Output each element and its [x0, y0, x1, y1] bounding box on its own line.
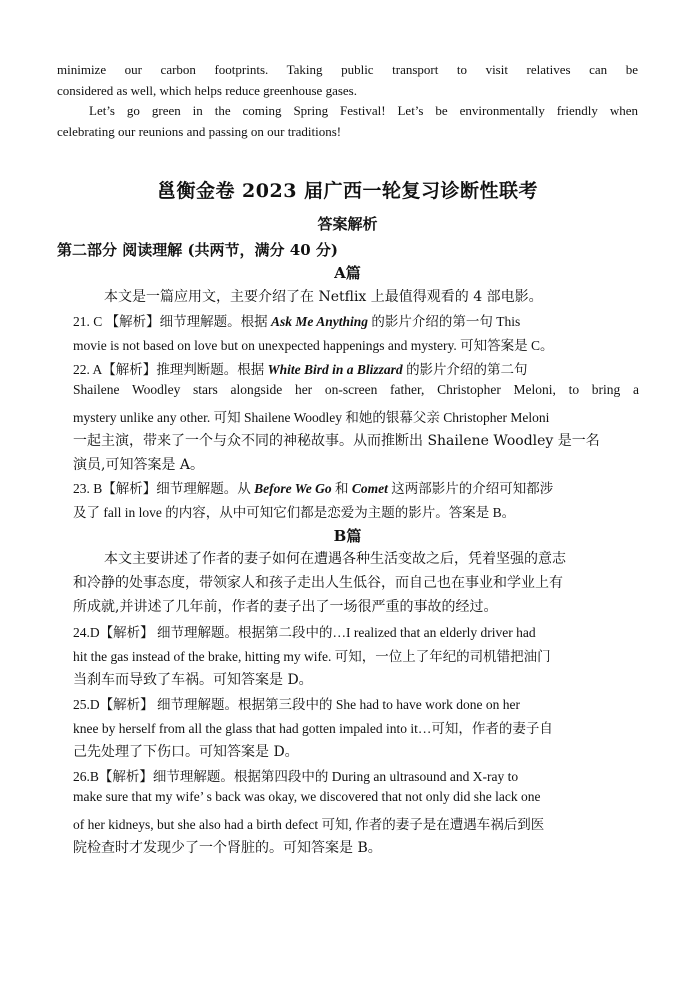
- part-b-intro: 和冷静的处事态度，带领家人和孩子走出人生低谷，而自己也在事业和学业上有: [73, 575, 563, 591]
- answer-22-line: 一起主演，带来了一个与众不同的神秘故事。从而推断出 Shailene Woodley 是一名: [73, 433, 600, 449]
- answer-22-line: mystery unlike any other. 可知 Shailene Woodley 和她的银幕父亲 Christopher Meloni: [73, 410, 550, 425]
- answer-26-line: 26.B【解析】细节理解题。根据第四段中的 During an ultrasound and X-ray to: [73, 769, 519, 784]
- paragraph-line: considered as well, which helps reduce greenhouse gases.: [57, 83, 357, 98]
- paragraph-line: minimize our carbon footprints. Taking public transport to visit relatives can be: [57, 62, 638, 77]
- part-a-intro: 本文是一篇应用文，主要介绍了在 Netflix 上最值得观看的 4 部电影。: [104, 289, 543, 305]
- part-b-intro: 所成就,并讲述了几年前，作者的妻子出了一场很严重的事故的经过。: [73, 599, 498, 615]
- answer-26-line: of her kidneys, but she also had a birth defect 可知, 作者的妻子是在遭遇车祸后到医: [73, 817, 545, 832]
- paragraph-line: celebrating our reunions and passing on our traditions!: [57, 124, 342, 139]
- answer-24-line: 当刹车而导致了车祸。可知答案是 D。: [73, 672, 313, 688]
- answer-23-line: 23. B【解析】细节理解题。从 Before We Go 和 Comet 这两部影片的介绍可知都涉: [73, 481, 554, 496]
- answer-25-line: 己先处理了下伤口。可知答案是 D。: [73, 744, 299, 760]
- answer-22-line: 22. A【解析】推理判断题。根据 White Bird in a Blizzard 的影片介绍的第二句: [73, 362, 528, 377]
- answer-21-line: 21. C 【解析】细节理解题。根据 Ask Me Anything 的影片介绍的第一句 This: [73, 314, 521, 329]
- section-heading: 第二部分 阅读理解 (共两节，满分 40 分): [57, 241, 338, 259]
- part-a-heading: A篇: [334, 264, 361, 282]
- part-b-intro: 本文主要讲述了作者的妻子如何在遭遇各种生活变故之后，凭着坚强的意志: [104, 551, 566, 567]
- page-subtitle: 答案解析: [317, 215, 378, 233]
- answer-22-line: Shailene Woodley stars alongside her on-screen father, Christopher Meloni, to bring a: [73, 382, 639, 397]
- answer-24-line: 24.D【解析】 细节理解题。根据第二段中的…I realized that an elderly driver had: [73, 625, 536, 640]
- answer-25-line: 25.D【解析】 细节理解题。根据第三段中的 She had to have work done on her: [73, 697, 520, 712]
- answer-21-line: movie is not based on love but on unexpected happenings and mystery. 可知答案是 C。: [73, 338, 554, 353]
- answer-22-line: 演员,可知答案是 A。: [73, 457, 205, 473]
- part-b-heading: B篇: [333, 527, 362, 545]
- answer-26-line: make sure that my wife’ s back was okay, we discovered that not only did she lack one: [73, 789, 541, 804]
- answer-23-line: 及了 fall in love 的内容，从中可知它们都是恋爱为主题的影片。答案是 B。: [73, 505, 516, 520]
- answer-25-line: knee by herself from all the glass that had gotten impaled into it…可知，作者的妻子自: [73, 721, 553, 736]
- answer-26-line: 院检查时才发现少了一个肾脏的。可知答案是 B。: [73, 840, 382, 856]
- page-title: 邕衡金卷 2023 届广西一轮复习诊断性联考: [156, 180, 539, 202]
- paragraph-line: Let’s go green in the coming Spring Festival! Let’s be environmentally friendly when: [89, 103, 638, 118]
- answer-24-line: hit the gas instead of the brake, hitting my wife. 可知，一位上了年纪的司机错把油门: [73, 649, 551, 664]
